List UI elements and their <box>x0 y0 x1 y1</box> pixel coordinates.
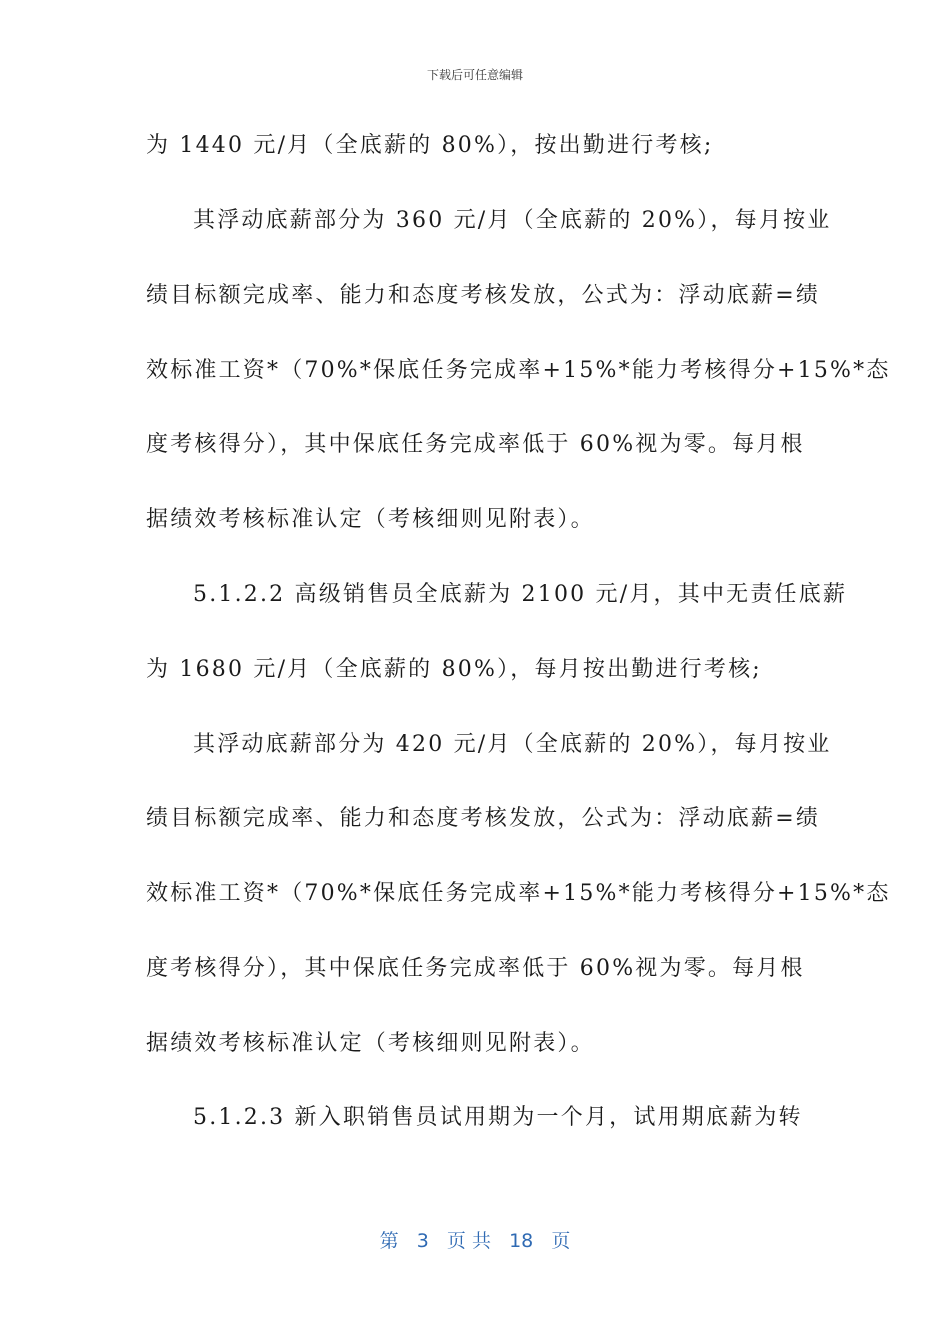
text-line: 绩目标额完成率、能力和态度考核发放，公式为：浮动底薪=绩 <box>146 283 821 308</box>
footer-suffix: 页 <box>551 1230 571 1252</box>
text-line: 效标准工资*（70%*保底任务完成率+15%*能力考核得分+15%*态 <box>146 881 891 906</box>
text-line: 度考核得分），其中保底任务完成率低于 60%视为零。每月根 <box>146 432 805 457</box>
footer-page-number: 3 <box>416 1230 429 1252</box>
footer-prefix: 第 <box>379 1230 399 1252</box>
page-number-footer <box>0 1226 950 1253</box>
text-line: 度考核得分），其中保底任务完成率低于 60%视为零。每月根 <box>146 956 805 981</box>
footer-total-pages: 18 <box>509 1230 534 1252</box>
text-line: 其浮动底薪部分为 360 元/月（全底薪的 20%），每月按业 <box>193 208 832 233</box>
footer-middle: 页 共 <box>446 1230 491 1252</box>
text-line: 其浮动底薪部分为 420 元/月（全底薪的 20%），每月按业 <box>193 732 832 757</box>
text-line: 为 1680 元/月（全底薪的 80%），每月按出勤进行考核; <box>146 657 762 682</box>
text-line: 绩目标额完成率、能力和态度考核发放，公式为：浮动底薪=绩 <box>146 806 821 831</box>
page-header: 下载后可任意编辑 <box>426 68 523 82</box>
text-line: 据绩效考核标准认定（考核细则见附表）。 <box>146 1031 595 1056</box>
text-line: 为 1440 元/月（全底薪的 80%），按出勤进行考核; <box>146 133 714 158</box>
text-line: 5.1.2.2 高级销售员全底薪为 2100 元/月，其中无责任底薪 <box>193 582 848 607</box>
text-line: 5.1.2.3 新入职销售员试用期为一个月，试用期底薪为转 <box>193 1105 803 1130</box>
text-line: 效标准工资*（70%*保底任务完成率+15%*能力考核得分+15%*态 <box>146 358 891 383</box>
text-line: 据绩效考核标准认定（考核细则见附表）。 <box>146 507 595 532</box>
